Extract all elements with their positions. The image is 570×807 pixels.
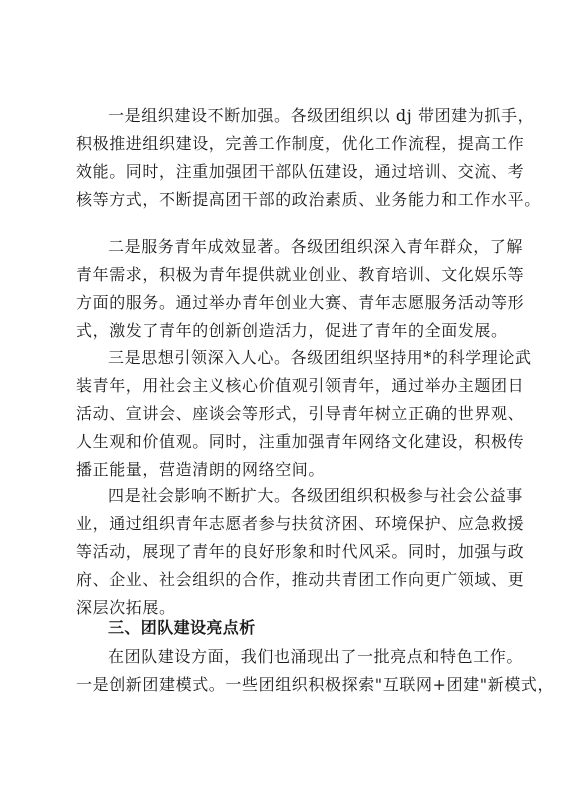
text-line: 深层次拓展。 [76, 598, 176, 617]
paragraph-organization-building [76, 102, 541, 214]
text-line: 二是服务青年成效显著。各级团组织深入青年群众，了解 [108, 237, 524, 256]
text-line: 装青年，用社会主义核心价值观引领青年，通过举办主题团日 [76, 376, 525, 395]
text-line: 活动、宣讲会、座谈会等形式，引导青年树立正确的世界观、 [76, 404, 525, 423]
text-line: 效能。同时，注重加强团干部队伍建设，通过培训、交流、考 [76, 162, 525, 181]
paragraph-youth-service [76, 233, 525, 345]
text-line: 三是思想引领深入人心。各级团组织坚持用*的科学理论武 [108, 348, 532, 367]
section-heading: 三、团队建设亮点析 [108, 618, 256, 637]
text-line: 一是创新团建模式。一些团组织积极探索"互联网+团建"新模式， [76, 675, 555, 694]
text-line: 播正能量，营造清朗的网络空间。 [76, 460, 326, 479]
paragraph-team-highlights [76, 643, 555, 699]
text-line: 青年需求，积极为青年提供就业创业、教育培训、文化娱乐等 [76, 265, 525, 284]
text-line: 等活动，展现了青年的良好形象和时代风采。同时，加强与政 [76, 542, 525, 561]
text-line: 府、企业、社会组织的合作，推动共青团工作向更广领域、更 [76, 570, 525, 589]
text-line: 在团队建设方面，我们也涌现出了一批亮点和特色工作。 [108, 647, 524, 666]
text-line: 四是社会影响不断扩大。各级团组织积极参与社会公益事 [108, 486, 524, 505]
text-line: 积极推进组织建设，完善工作制度，优化工作流程，提高工作 [76, 134, 525, 153]
text-line: 核等方式，不断提高团干部的政治素质、业务能力和工作水平。 [76, 190, 541, 209]
paragraph-ideological-guidance [76, 344, 532, 484]
paragraph-social-influence [76, 482, 525, 622]
text-line: 一是组织建设不断加强。各级团组织以 dj 带团建为抓手， [108, 106, 535, 125]
text-line: 式，激发了青年的创新创造活力，促进了青年的全面发展。 [76, 321, 508, 340]
text-line: 业，通过组织青年志愿者参与扶贫济困、环境保护、应急救援 [76, 514, 525, 533]
text-line: 人生观和价值观。同时，注重加强青年网络文化建设，积极传 [76, 432, 525, 451]
text-line: 方面的服务。通过举办青年创业大赛、青年志愿服务活动等形 [76, 293, 525, 312]
